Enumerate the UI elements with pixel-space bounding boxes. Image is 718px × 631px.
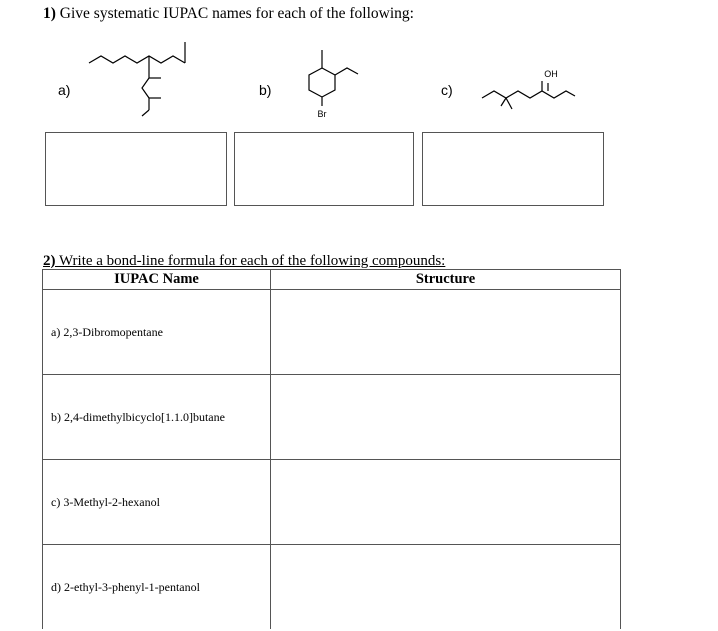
structure-cell[interactable] [271, 290, 621, 375]
question-2-text: Write a bond-line formula for each of the following compounds: [58, 253, 446, 269]
compound-name: d) 2-ethyl-3-phenyl-1-pentanol [43, 545, 271, 630]
question-2-heading [43, 253, 445, 270]
table-row [43, 460, 621, 545]
header-iupac-name: IUPAC Name [43, 270, 271, 290]
item-b-label: b) [259, 82, 272, 98]
compound-name: b) 2,4-dimethylbicyclo[1.1.0]butane [43, 375, 271, 460]
table-row [43, 375, 621, 460]
question-2-number: 2) [43, 253, 56, 269]
structure-c-branch-down [506, 98, 512, 109]
structure-cell[interactable] [271, 460, 621, 545]
compound-name: a) 2,3-Dibromopentane [43, 290, 271, 375]
item-c-label: c) [441, 82, 453, 98]
compounds-table [42, 269, 621, 629]
structure-cell[interactable] [271, 375, 621, 460]
header-structure: Structure [271, 270, 621, 290]
question-1-text: Give systematic IUPAC names for each of the following: [59, 5, 414, 22]
answer-box-c[interactable] [422, 132, 604, 206]
table-row [43, 290, 621, 375]
structure-c-oh-label: OH [544, 69, 558, 79]
answer-box-a[interactable] [45, 132, 227, 206]
table-header-row [43, 270, 621, 290]
structure-c-main-chain [482, 91, 575, 98]
question-1-number: 1) [43, 5, 56, 22]
structure-cell[interactable] [271, 545, 621, 630]
table-row [43, 545, 621, 630]
answer-box-b[interactable] [234, 132, 414, 206]
item-a-label: a) [58, 82, 71, 98]
compound-name: c) 3-Methyl-2-hexanol [43, 460, 271, 545]
structure-b-br-label: Br [317, 109, 327, 119]
structure-c-branch-up [501, 98, 506, 106]
